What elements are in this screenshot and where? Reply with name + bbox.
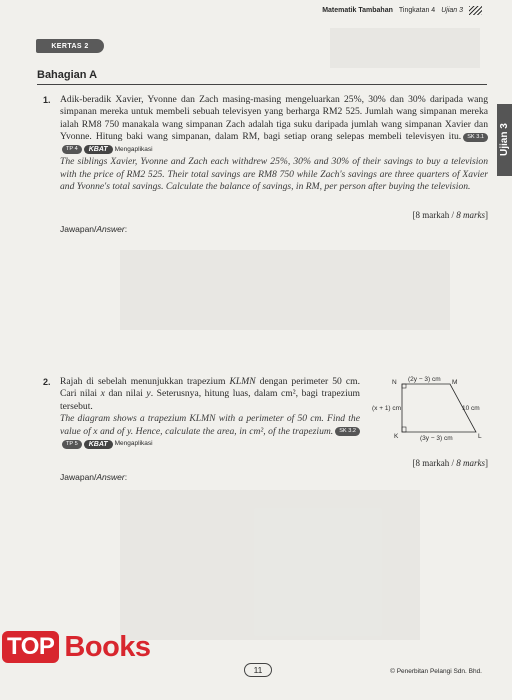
marks-text: [8 markah / <box>412 210 457 220</box>
question-number: 1. <box>43 95 51 105</box>
logo-books: Books <box>64 630 151 663</box>
answer-malay: Jawapan/ <box>60 472 97 482</box>
vertex-l: L <box>478 433 482 440</box>
page-number: 11 <box>244 663 272 677</box>
answer-english: Answer <box>96 224 125 234</box>
question-2-malay-c: dan nilai <box>104 388 147 400</box>
question-1-english: The siblings Xavier, Yvonne and Zach each withdrew 25%, 30% and 30% of their savings to buy a television with the price of RM2 525. Their total savings are RM8 750 while Zach's savings are three quarters of Xavier and Yvonne's total savings. Calculate the balance of savings, in RM, per person after buying the television. <box>60 156 488 193</box>
answer-colon: : <box>124 472 128 482</box>
answer-english: Answer <box>96 472 125 482</box>
paper-badge: KERTAS 2 <box>36 39 104 53</box>
section-divider <box>37 84 487 85</box>
flag-icon <box>469 6 482 15</box>
answer-label <box>60 472 127 482</box>
question-number: 2. <box>43 377 51 387</box>
section-title: Bahagian A <box>37 69 98 81</box>
var-y: y <box>146 388 151 400</box>
show-through <box>330 28 480 68</box>
right-angle-k <box>402 427 406 432</box>
marks-close: ] <box>485 458 488 468</box>
vertex-k: K <box>394 433 399 440</box>
question-1-malay: Adik-beradik Xavier, Yvonne dan Zach masing-masing mengeluarkan 25%, 30% dan 30% daripada wang simpanan mereka untuk membeli sebuah televisyen yang berharga RM2 525. Jumlah wang simpanan mereka ialah RM8 750 manakala wang simpanan Zach adalah tiga suku daripada jumlah wang simpanan Xavier dan Yvonne. Hitung baki wang simpanan, dalam RM, bagi setiap orang selepas membeli televisyen itu. <box>60 94 488 143</box>
marks-close: ] <box>485 210 488 220</box>
answer-label <box>60 224 127 234</box>
marks-text: [8 markah / <box>412 458 457 468</box>
sk-tag: SK 3.2 <box>335 427 360 436</box>
kbat-tag: KBAT <box>84 145 113 154</box>
book-title: Matematik Tambahan <box>322 7 393 14</box>
question-2-english: The diagram shows a trapezium KLMN with a perimeter of 50 cm. Find the value of x and of y. Hence, calculate the area, in cm², of the trapezium. <box>60 413 360 437</box>
tp-tag: TP 4 <box>62 145 82 154</box>
question-1 <box>60 94 488 194</box>
left-side-label: (x + 1) cm <box>372 405 402 412</box>
topbooks-logo <box>2 628 151 666</box>
sk-tag: SK 3.1 <box>463 133 488 142</box>
answer-malay: Jawapan/ <box>60 224 97 234</box>
question-2-malay-d: . Seterusnya, hitung luas, dalam cm², bagi trapezium tersebut. <box>60 388 360 412</box>
var-x: x <box>100 388 105 400</box>
question-2-malay-a: Rajah di sebelah menunjukkan trapezium <box>60 376 230 387</box>
right-side-label: 10 cm <box>462 405 480 412</box>
vertex-n: N <box>392 379 397 386</box>
running-header <box>322 6 482 15</box>
answer-colon: : <box>124 224 128 234</box>
marks-english: 8 marks <box>456 458 485 468</box>
tp-tag: TP 5 <box>62 440 82 449</box>
skill-label: Mengaplikasi <box>114 440 153 448</box>
bottom-side-label: (3y − 3) cm <box>420 435 453 442</box>
right-angle-n <box>402 384 406 388</box>
question-2 <box>60 376 360 451</box>
skill-label: Mengaplikasi <box>114 145 153 153</box>
top-side-label: (2y − 3) cm <box>408 376 441 383</box>
marks-label <box>330 210 488 220</box>
logo-top: TOP <box>2 631 59 663</box>
side-tab: Ujian 3 <box>497 104 512 176</box>
show-through <box>120 490 420 640</box>
level-label: Tingkatan 4 <box>398 7 436 14</box>
marks-english: 8 marks <box>456 210 485 220</box>
unit-label: Ujian 3 <box>441 7 463 14</box>
question-2-malay-b: dengan perimeter 50 cm. Cari nilai <box>60 376 360 400</box>
vertex-m: M <box>452 379 458 386</box>
kbat-tag: KBAT <box>84 440 113 449</box>
publisher-credit: © Penerbitan Pelangi Sdn. Bhd. <box>390 668 482 675</box>
show-through <box>120 250 450 330</box>
marks-label <box>330 458 488 468</box>
shape-name: KLMN <box>229 376 256 387</box>
trapezium-diagram <box>372 372 492 452</box>
